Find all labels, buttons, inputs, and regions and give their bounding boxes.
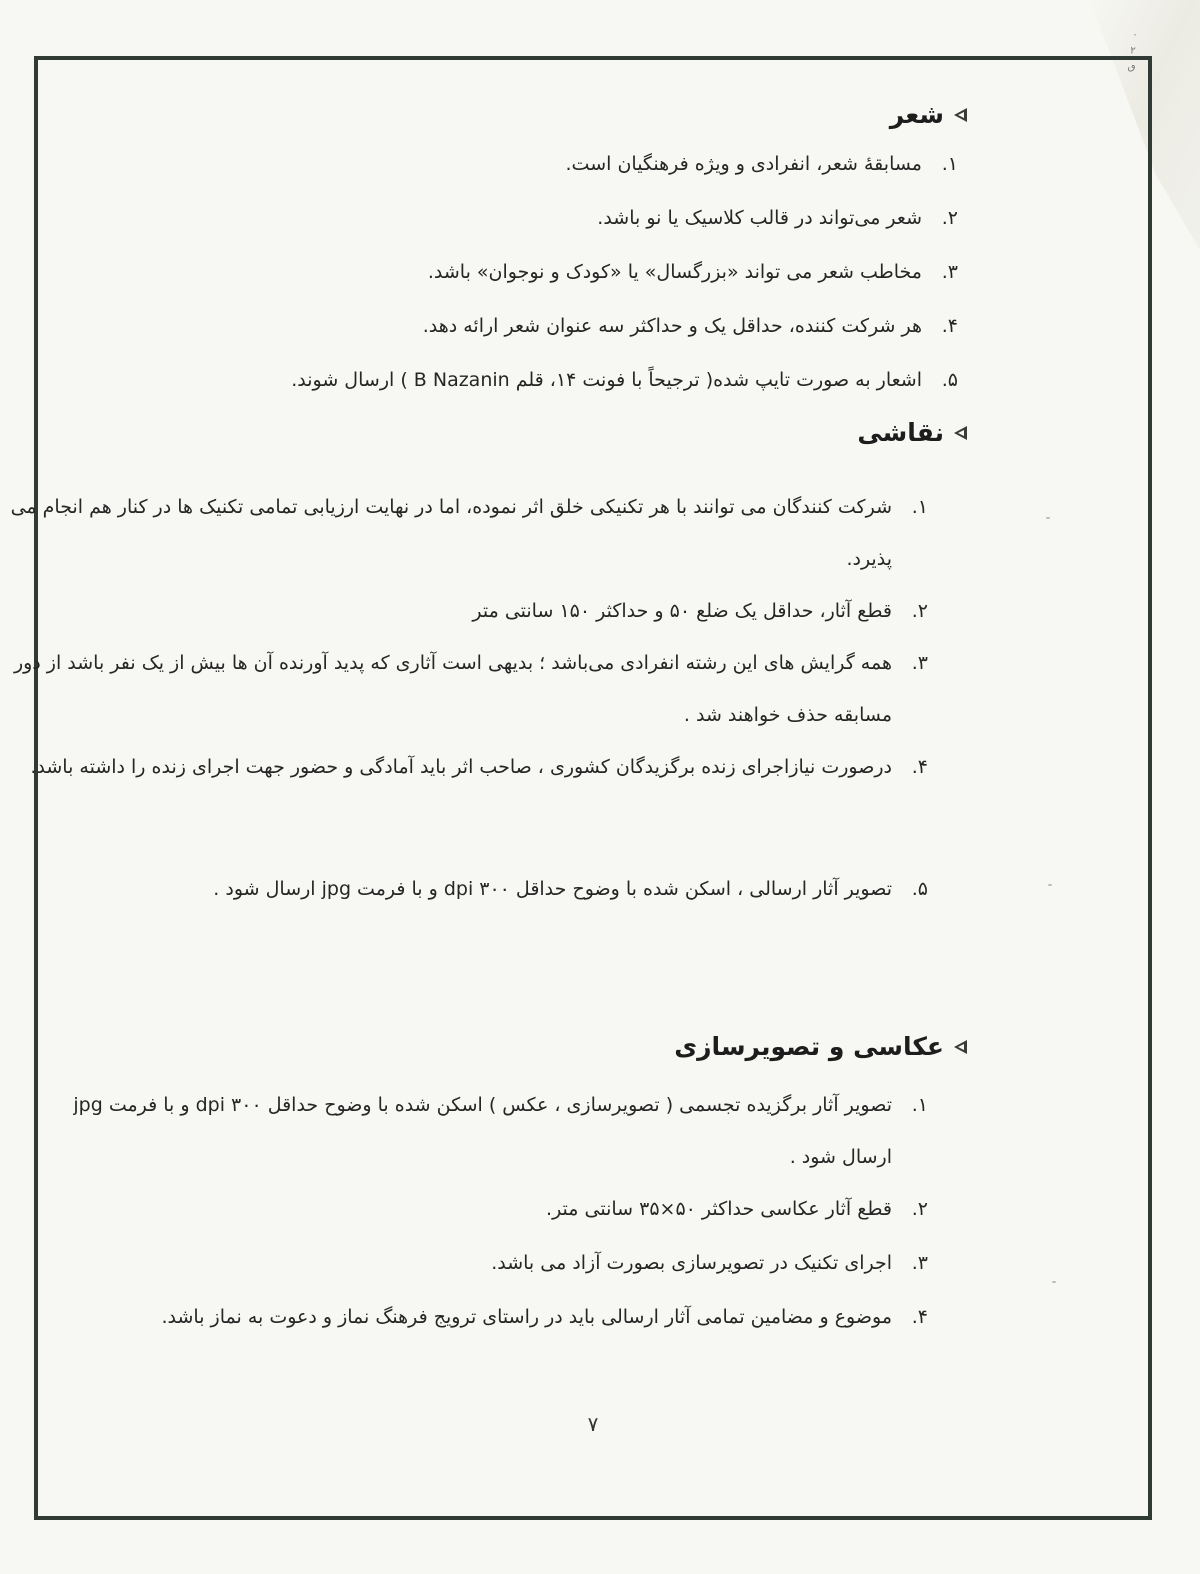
arrow-bullet-icon (954, 424, 968, 442)
list-item (0, 863, 938, 915)
item-text: قطع آثار، حداقل یک ضلع ۵۰ و حداکثر ۱۵۰ سانتی متر (472, 600, 892, 622)
page-content (10, 100, 968, 1446)
corner-marks: ٠ ٢ ٯ (1127, 29, 1139, 74)
arrow-bullet-icon (954, 1038, 968, 1056)
list-item (78, 369, 968, 423)
item-text: تصویر آثار ارسالی ، اسکن شده با وضوح حداقل dpi ۳۰۰ و با فرمت jpg ارسال شود . (213, 878, 892, 900)
list-item (0, 585, 938, 637)
section-poetry (78, 100, 968, 423)
item-number: ۱. (911, 1094, 928, 1116)
section-painting (0, 418, 968, 915)
section-title-text: عکاسی و تصویرسازی (674, 1032, 944, 1061)
item-text: مخاطب شعر می تواند «بزرگسال» یا «کودک و نوجوان» باشد. (427, 261, 922, 283)
item-text: هر شرکت کننده، حداقل یک و حداکثر سه عنوان شعر ارائه دهد. (422, 315, 922, 337)
item-number: ۴. (911, 756, 928, 778)
item-number: ۵. (941, 369, 958, 391)
item-text: مسابقهٔ شعر، انفرادی و ویژه فرهنگیان است. (565, 153, 922, 175)
item-number: ۳. (911, 1252, 928, 1274)
section-title (0, 418, 968, 447)
item-text: شرکت کنندگان می توانند با هر تکنیکی خلق اثر نموده، اما در نهایت ارزیابی تمامی تکنیک ها در کنار هم انجام می پذیرد. (10, 496, 892, 570)
poetry-rules-list (78, 153, 968, 423)
painting-rules-list (0, 481, 968, 915)
item-number: ۳. (941, 261, 958, 283)
item-text: تصویر آثار برگزیده تجسمی ( تصویرسازی ، عکس ) اسکن شده با وضوح حداقل dpi ۳۰۰ و با فرمت jpg ارسال شود . (73, 1094, 892, 1168)
section-title-text: نقاشی (857, 418, 944, 447)
section-title (78, 100, 968, 129)
item-number: ۲. (941, 207, 958, 229)
item-text: شعر می‌تواند در قالب کلاسیک یا نو باشد. (597, 207, 922, 229)
item-text: درصورت نیازاجرای زنده برگزیدگان کشوری ، صاحب اثر باید آمادگی و حضور جهت اجرای زنده را داشته باشد. (30, 756, 892, 778)
item-text: اشعار به صورت تایپ شده( ترجیحاً با فونت ۱۴، قلم B Nazanin ) ارسال شوند. (291, 369, 922, 391)
item-text: اجرای تکنیک در تصویرسازی بصورت آزاد می باشد. (491, 1252, 892, 1274)
list-item (78, 315, 968, 369)
list-item (0, 481, 938, 585)
item-number: ۴. (941, 315, 958, 337)
item-number: ۱. (941, 153, 958, 175)
list-item (48, 1183, 938, 1237)
section-photography-illustration (48, 1032, 968, 1345)
item-number: ۱. (911, 496, 928, 518)
list-item (78, 153, 968, 207)
list-item (0, 741, 938, 845)
item-number: ۲. (911, 600, 928, 622)
item-number: ۳. (911, 652, 928, 674)
page-border-frame (10, 56, 1152, 1520)
list-item (48, 1291, 938, 1345)
section-title-text: شعر (889, 100, 944, 129)
list-item (48, 1237, 938, 1291)
list-item (0, 637, 938, 741)
section-title (48, 1032, 968, 1061)
list-item (78, 261, 968, 315)
list-item (48, 1079, 938, 1183)
list-item (78, 207, 968, 261)
page-number: ۷ (587, 1412, 599, 1436)
photography-rules-list (48, 1079, 968, 1345)
arrow-bullet-icon (954, 106, 968, 124)
item-text: موضوع و مضامین تمامی آثار ارسالی باید در راستای ترویج فرهنگ نماز و دعوت به نماز باشد. (161, 1306, 892, 1328)
item-number: ۵. (911, 878, 928, 900)
item-number: ۲. (911, 1198, 928, 1220)
item-number: ۴. (911, 1306, 928, 1328)
item-text: قطع آثار عکاسی حداکثر ۵۰×۳۵ سانتی متر. (546, 1198, 892, 1220)
item-text: همه گرایش های این رشته انفرادی می‌باشد ؛ بدیهی است آثاری که پدید آورنده آن ها بیش از یک نفر باشد از دور مسابقه حذف خواهند شد . (13, 652, 892, 726)
